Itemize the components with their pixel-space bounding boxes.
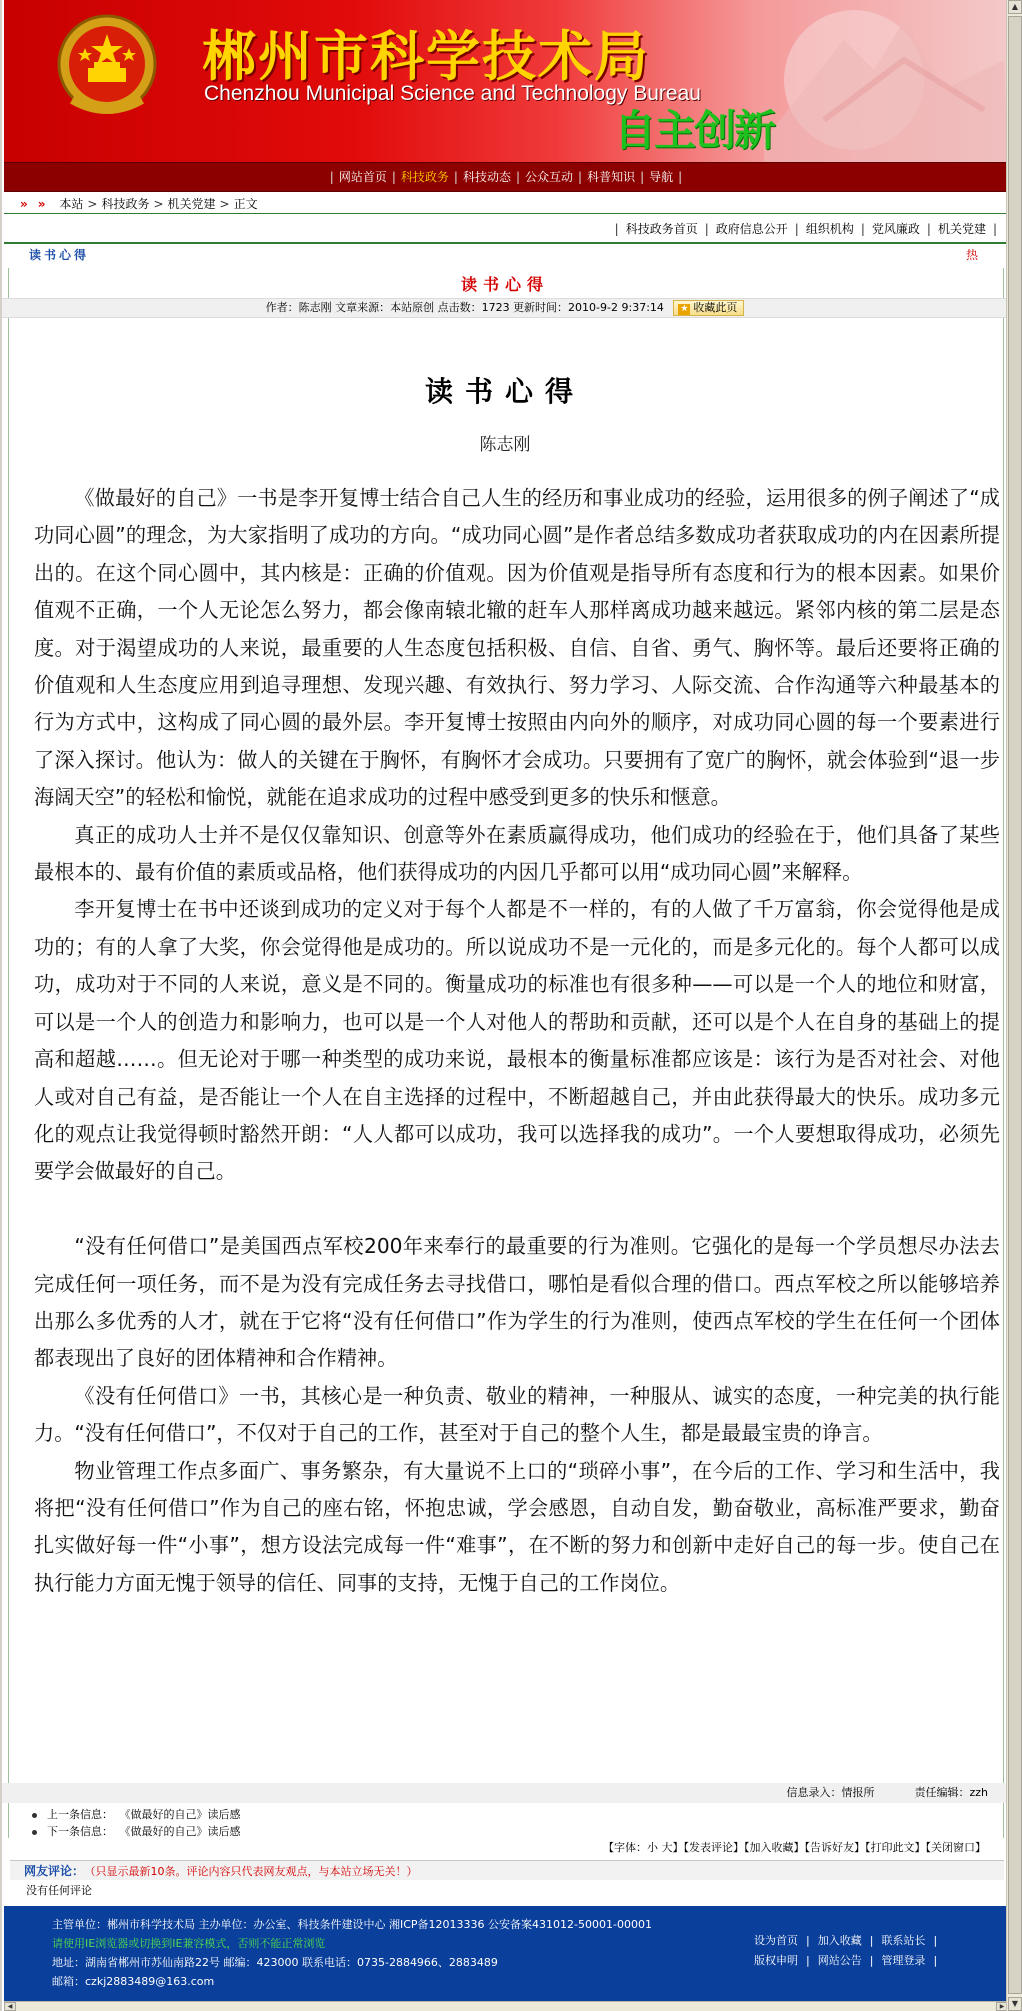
article-blank-line [34, 1191, 1000, 1228]
bullet-icon [32, 1830, 37, 1835]
subnav-item[interactable]: 科技政务首页 [625, 222, 698, 236]
footer-org-info: 主管单位：郴州市科学技术局 主办单位：办公室、科技条件建设中心 湘ICP备12013336 公安备案431012-50001-00001 [52, 1918, 652, 1931]
comments-empty: 没有任何评论 [26, 1884, 92, 1897]
nav-item[interactable]: 网站首页 [338, 170, 387, 184]
footer-link[interactable]: 设为首页 [754, 1934, 798, 1947]
breadcrumb-arrows-icon: » [20, 197, 26, 211]
breadcrumb-item[interactable]: 机关党建 [167, 197, 216, 211]
nav-item[interactable]: 公众互动 [525, 170, 574, 184]
breadcrumb [4, 194, 1008, 214]
hot-badge: 热 [965, 248, 978, 262]
editor-credit: 责任编辑：zzh [914, 1786, 988, 1799]
separator: | [926, 222, 931, 236]
footer-browser-notice: 请使用IE浏览器或切换到IE兼容模式，否则不能正常浏览 [52, 1937, 326, 1950]
separator: | [794, 222, 799, 236]
site-title: 郴州市科学技术局 [202, 24, 650, 88]
article-meta-text: 作者：陈志刚 文章来源：本站原创 点击数：1723 更新时间：2010-9-2 9:37:14 [265, 301, 664, 314]
prev-next-nav [32, 1806, 241, 1840]
horizontal-scrollbar[interactable] [4, 2001, 1008, 2011]
article-paragraph: 《做最好的自己》一书是李开复博士结合自己人生的经历和事业成功的经验，运用很多的例子阐述了“成功同心圆”的理念，为大家指明了成功的方向。“成功同心圆”是作者总结多数成功者获取成功的内在因素所提出的。在这个同心圆中，其内核是：正确的价值观。因为价值观是指导所有态度和行为的根本因素。如果价值观不正确，一个人无论怎么努力，都会像南辕北辙的赶车人那样离成功越来越远。紧邻内核的第二层是态度。对于渴望成功的人来说，最重要的人生态度包括积极、自信、自省、勇气、胸怀等。最后还要将正确的价值观和人生态度应用到追寻理想、发现兴趣、有效执行、努力学习、人际交流、合作沟通等六种最基本的行为方式中，这构成了同心圆的最外层。李开复博士按照由内向外的顺序，对成功同心圆的每一个要素进行了深入探讨。他认为：做人的关键在于胸怀，有胸怀才会成功。只要拥有了宽广的胸怀，就会体验到“退一步海阔天空”的轻松和愉悦，就能在追求成功的过程中感受到更多的快乐和惬意。 [34, 486, 1000, 810]
article-paragraph: 李开复博士在书中还谈到成功的定义对于每个人都是不一样的，有的人做了千万富翁，你会觉得他是成功的；有的人拿了大奖，你会觉得他是成功的。所以说成功不是一元化的，而是多元化的。每个人都可以成功，成功对于不同的人来说，意义是不同的。衡量成功的标准也有很多种——可以是一个人的地位和财富，可以是一个人的创造力和影响力，也可以是一个人对他人的帮助和贡献，还可以是个人在自身的基础上的提高和超越……。但无论对于哪一种类型的成功来说，最根本的衡量标准都应该是：该行为是否对社会、对他人或对自己有益，是否能让一个人在自主选择的过程中，不断超越自己，并由此获得最大的快乐。成功多元化的观点让我觉得顿时豁然开朗：“人人都可以成功，我可以选择我的成功”。一个人要想取得成功，必须先要学会做最好的自己。 [34, 897, 1000, 1184]
scroll-left-icon[interactable]: ◀ [4, 2002, 16, 2011]
bookmark-icon: ★ [680, 304, 689, 314]
national-emblem-icon [52, 10, 162, 122]
bookmark-page-button[interactable] [673, 300, 744, 316]
next-label: 下一条信息： [47, 1825, 113, 1838]
separator: | [933, 1954, 938, 1967]
article-paragraph: 真正的成功人士并不是仅仅靠知识、创意等外在素质赢得成功，他们成功的经验在于，他们具备了某些最根本的、最有价值的素质或品格，他们获得成功的内因几乎都可以用“成功同心圆”来解释。 [34, 822, 1000, 885]
breadcrumb-arrows-icon-2: » [37, 197, 44, 211]
separator: > [87, 197, 98, 211]
site-slogan: 自主创新 [614, 106, 775, 155]
footer-link[interactable]: 版权申明 [754, 1954, 798, 1967]
footer-links-row-1 [754, 1932, 945, 1948]
prev-item [32, 1806, 241, 1823]
footer-email: 邮箱：czkj2883489@163.com [52, 1975, 215, 1988]
prev-label: 上一条信息： [47, 1808, 113, 1821]
site-footer [4, 1906, 1008, 2011]
separator: > [153, 197, 164, 211]
comments-header [10, 1860, 1004, 1880]
section-header [4, 242, 1008, 268]
section-title: 读书心得 [29, 248, 90, 262]
comments-notice: （只显示最新10条。评论内容只代表网友观点，与本站立场无关！） [90, 1865, 418, 1878]
footer-link[interactable]: 网站公告 [817, 1954, 862, 1967]
subnav-item[interactable]: 党风廉政 [871, 222, 920, 236]
bullet-icon [32, 1813, 37, 1818]
separator: | [869, 1954, 874, 1967]
footer-link[interactable]: 管理登录 [881, 1954, 926, 1967]
separator: | [578, 170, 583, 184]
nav-item[interactable]: 科技政务 [400, 170, 449, 184]
footer-link[interactable]: 加入收藏 [817, 1934, 862, 1947]
footer-address: 地址：湖南省郴州市苏仙南路22号 邮编：423000 联系电话：0735-2884966、2883489 [52, 1956, 498, 1969]
breadcrumb-item[interactable]: 本站 [59, 197, 84, 211]
nav-item[interactable]: 科技动态 [462, 170, 511, 184]
article-footer [2, 1783, 1008, 1803]
separator: | [933, 1934, 938, 1947]
article-body [34, 480, 1000, 1602]
separator: | [329, 170, 334, 184]
separator: | [614, 222, 619, 236]
separator: | [806, 1954, 810, 1967]
separator: | [869, 1934, 874, 1947]
main-nav [4, 162, 1008, 192]
article-title: 读书心得 [424, 375, 585, 408]
scroll-down-icon[interactable]: ▼ [1008, 1997, 1022, 2011]
vertical-scrollbar[interactable] [1006, 0, 1022, 2011]
footer-link[interactable]: 联系站长 [881, 1934, 926, 1947]
separator: | [640, 170, 645, 184]
sub-nav [4, 220, 1008, 238]
separator: | [806, 1934, 810, 1947]
footer-links-row-2 [754, 1952, 945, 1968]
article-author: 陈志刚 [479, 435, 531, 455]
next-item [32, 1823, 241, 1840]
article-paragraph: “没有任何借口”是美国西点军校200年来奉行的最重要的行为准则。它强化的是每一个学员想尽办法去完成任何一项任务，而不是为没有完成任务去寻找借口，哪怕是看似合理的借口。西点军校之所以能够培养出那么多优秀的人才，就在于它将“没有任何借口”作为学生的行为准则，使西点军校的学生在任何一个团体都表现出了良好的团体精神和合作精神。 [34, 1234, 1000, 1371]
next-article-link[interactable]: 《做最好的自己》读后感 [125, 1825, 241, 1838]
breadcrumb-items [59, 197, 257, 211]
subnav-item[interactable]: 政府信息公开 [715, 222, 788, 236]
bookmark-page-label: 收藏此页 [693, 301, 738, 314]
subnav-item[interactable]: 机关党建 [937, 222, 986, 236]
breadcrumb-item[interactable]: 科技政务 [101, 197, 150, 211]
separator: > [219, 197, 230, 211]
separator: | [453, 170, 458, 184]
site-banner [4, 0, 1008, 162]
breadcrumb-item: 正文 [233, 197, 258, 211]
site-subtitle-en: Chenzhou Municipal Science and Technology Bureau [204, 82, 701, 105]
article-toolbar[interactable]: 【字体：小 大】【发表评论】【加入收藏】【告诉好友】【打印此文】【关闭窗口】 [603, 1841, 986, 1854]
scroll-thumb[interactable] [1008, 16, 1022, 1994]
separator: | [678, 170, 683, 184]
nav-item[interactable]: 科普知识 [587, 170, 636, 184]
article-small-title: 读书心得 [460, 275, 549, 294]
scroll-right-icon[interactable]: ▶ [996, 2002, 1008, 2011]
separator: | [992, 222, 997, 236]
separator: | [704, 222, 709, 236]
article-paragraph: 物业管理工作点多面广、事务繁杂，有大量说不上口的“琐碎小事”，在今后的工作、学习和生活中，我将把“没有任何借口”作为自己的座右铭，怀抱忠诚，学会感恩，自动自发，勤奋敬业，高标准严要求，勤奋扎实做好每一件“小事”，想方设法完成每一件“难事”，在不断的努力和创新中走好自己的每一步。使自己在执行能力方面无愧于领导的信任、同事的支持，无愧于自己的工作岗位。 [34, 1458, 1000, 1595]
separator: | [391, 170, 396, 184]
nav-item[interactable]: 导航 [649, 170, 674, 184]
scroll-up-icon[interactable]: ▲ [1008, 0, 1022, 14]
separator: | [515, 170, 521, 184]
article-meta [2, 298, 1008, 318]
comments-label: 网友评论： [24, 1864, 85, 1878]
prev-article-link[interactable]: 《做最好的自己》读后感 [125, 1808, 241, 1821]
separator: | [860, 222, 865, 236]
article-paragraph: 《没有任何借口》一书，其核心是一种负责、敬业的精神，一种服从、诚实的态度，一种完美的执行能力。“没有任何借口”，不仅对于自己的工作，甚至对于自己的整个人生，都是最最宝贵的诤言。 [34, 1383, 1000, 1446]
entry-credit: 信息录入：情报所 [786, 1786, 875, 1799]
subnav-item[interactable]: 组织机构 [805, 222, 854, 236]
